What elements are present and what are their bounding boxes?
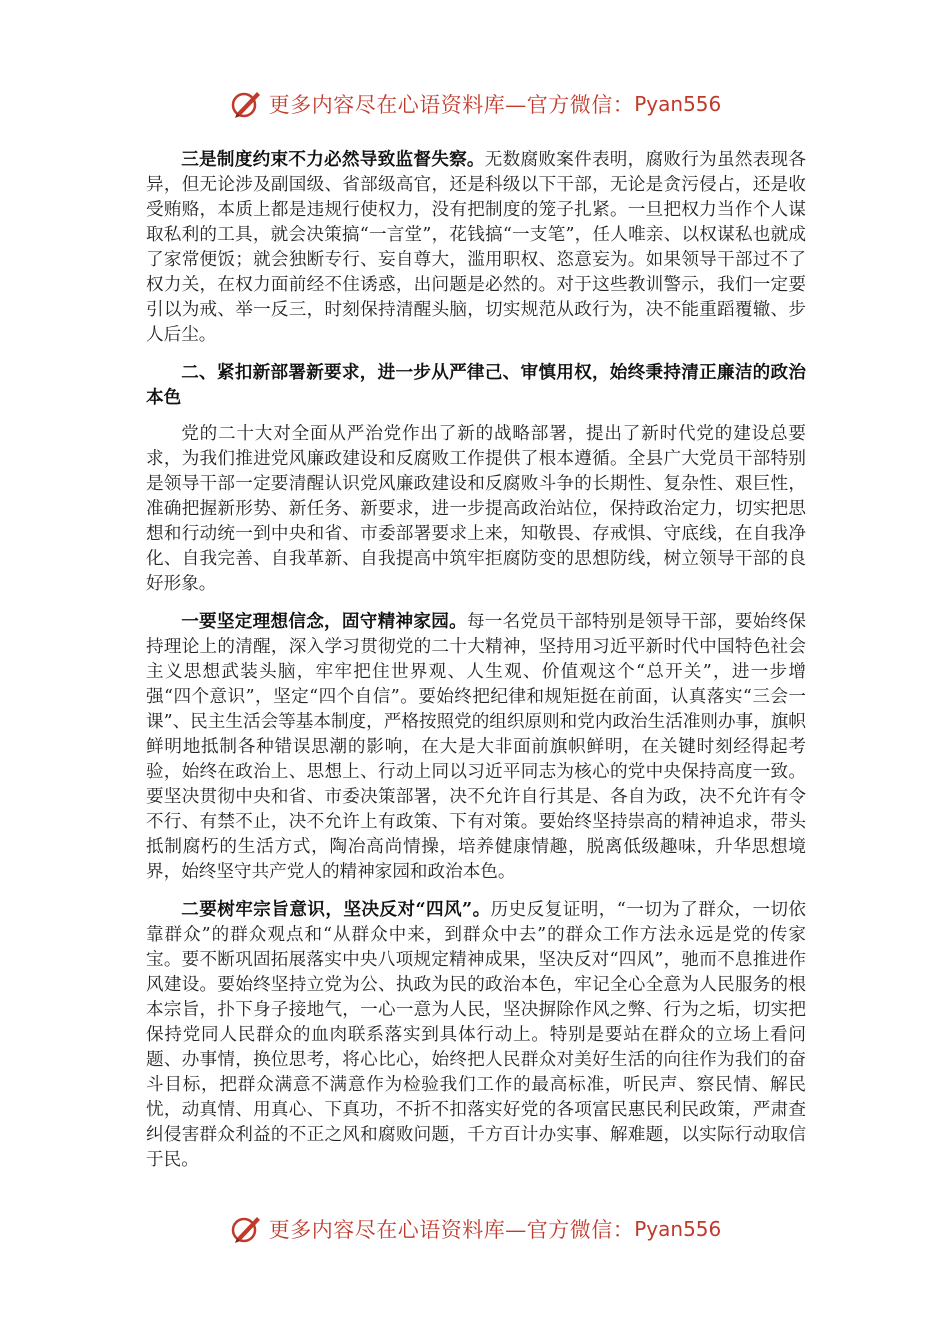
paragraph-4-lead: 二要树牢宗旨意识，坚决反对“四风”。 [181,899,491,920]
paragraph-1-text: 无数腐败案件表明，腐败行为虽然表现各异，但无论涉及副国级、省部级高官，还是科级以下干部，无论是贪污侵占，还是收受贿赂，本质上都是违规行使权力，没有把制度的笼子扎紧。一旦把权力当作个人谋取私利的工具，就会决策搞“一言堂”，花钱搞“一支笔”，任人唯亲、以权谋私也就成了家常便饭；就会独断专行、妄自尊大，滥用职权、恣意妄为。如果领导干部过不了权力关，在权力面前经不住诱惑，出问题是必然的。对于这些教训警示，我们一定要引以为戒、举一反三，时刻保持清醒头脑，切实规范从政行为，决不能重蹈覆辙、步人后尘。 [146,150,806,345]
header-watermark [0,84,950,124]
banner-wechat-id: Pyan556 [634,92,722,116]
banner-wechat-id: Pyan556 [634,1217,722,1241]
footer-watermark [0,1209,950,1249]
paragraph-4 [146,897,806,1173]
pen-logo-icon [229,1212,263,1246]
section-heading: 二、紧扣新部署新要求，进一步从严律己、审慎用权，始终秉持清正廉洁的政治本色 [146,362,806,408]
paragraph-1 [146,147,806,348]
document-body [146,147,806,1185]
paragraph-2-text: 党的二十大对全面从严治党作出了新的战略部署，提出了新时代党的建设总要求，为我们推进党风廉政建设和反腐败工作提供了根本遵循。全县广大党员干部特别是领导干部一定要清醒认识党风廉政建设和反腐败斗争的长期性、复杂性、艰巨性，准确把握新形势、新任务、新要求，进一步提高政治站位，保持政治定力，切实把思想和行动统一到中央和省、市委部署要求上来，知敬畏、存戒惧、守底线，在自我净化、自我完善、自我革新、自我提高中筑牢拒腐防变的思想防线，树立领导干部的良好形象。 [146,424,806,594]
banner-text: 更多内容尽在心语资料库—官方微信： [268,1218,635,1242]
pen-logo-icon [229,87,263,121]
paragraph-2 [146,422,806,597]
banner-text: 更多内容尽在心语资料库—官方微信： [268,93,635,117]
paragraph-3-text: 每一名党员干部特别是领导干部，要始终保持理论上的清醒，深入学习贯彻党的二十大精神，坚持用习近平新时代中国特色社会主义思想武装头脑，牢牢把住世界观、人生观、价值观这个“总开关”，进一步增强“四个意识”，坚定“四个自信”。要始终把纪律和规矩挺在前面，认真落实“三会一课”、民主生活会等基本制度，严格按照党的组织原则和党内政治生活准则办事，旗帜鲜明地抵制各种错误思潮的影响，在大是大非面前旗帜鲜明，在关键时刻经得起考验，始终在政治上、思想上、行动上同以习近平同志为核心的党中央保持高度一致。要坚决贯彻中央和省、市委决策部署，决不允许自行其是、各自为政，决不允许有令不行、有禁不止，决不允许上有政策、下有对策。要始终坚持崇高的精神追求，带头抵制腐朽的生活方式，陶冶高尚情操，培养健康情趣，脱离低级趣味，升华思想境界，始终坚守共产党人的精神家园和政治本色。 [146,612,806,882]
paragraph-4-text: 历史反复证明，“一切为了群众，一切依靠群众”的群众观点和“从群众中来，到群众中去”的群众工作方法永远是党的传家宝。要不断巩固拓展落实中央八项规定精神成果，坚决反对“四风”，驰而不息推进作风建设。要始终坚持立党为公、执政为民的政治本色，牢记全心全意为人民服务的根本宗旨，扑下身子接地气，一心一意为人民，坚决摒除作风之弊、行为之垢，切实把保持党同人民群众的血肉联系落实到具体行动上。特别是要站在群众的立场上看问题、办事情，换位思考，将心比心，始终把人民群众对美好生活的向往作为我们的奋斗目标，把群众满意不满意作为检验我们工作的最高标准，听民声、察民情、解民忧，动真情、用真心、下真功，不折不扣落实好党的各项富民惠民利民政策，严肃查纠侵害群众利益的不正之风和腐败问题，千方百计办实事、解难题，以实际行动取信于民。 [146,900,807,1170]
paragraph-3-lead: 一要坚定理想信念，固守精神家园。 [181,611,467,632]
paragraph-3 [146,609,806,885]
paragraph-1-lead: 三是制度约束不力必然导致监督失察。 [181,149,485,170]
